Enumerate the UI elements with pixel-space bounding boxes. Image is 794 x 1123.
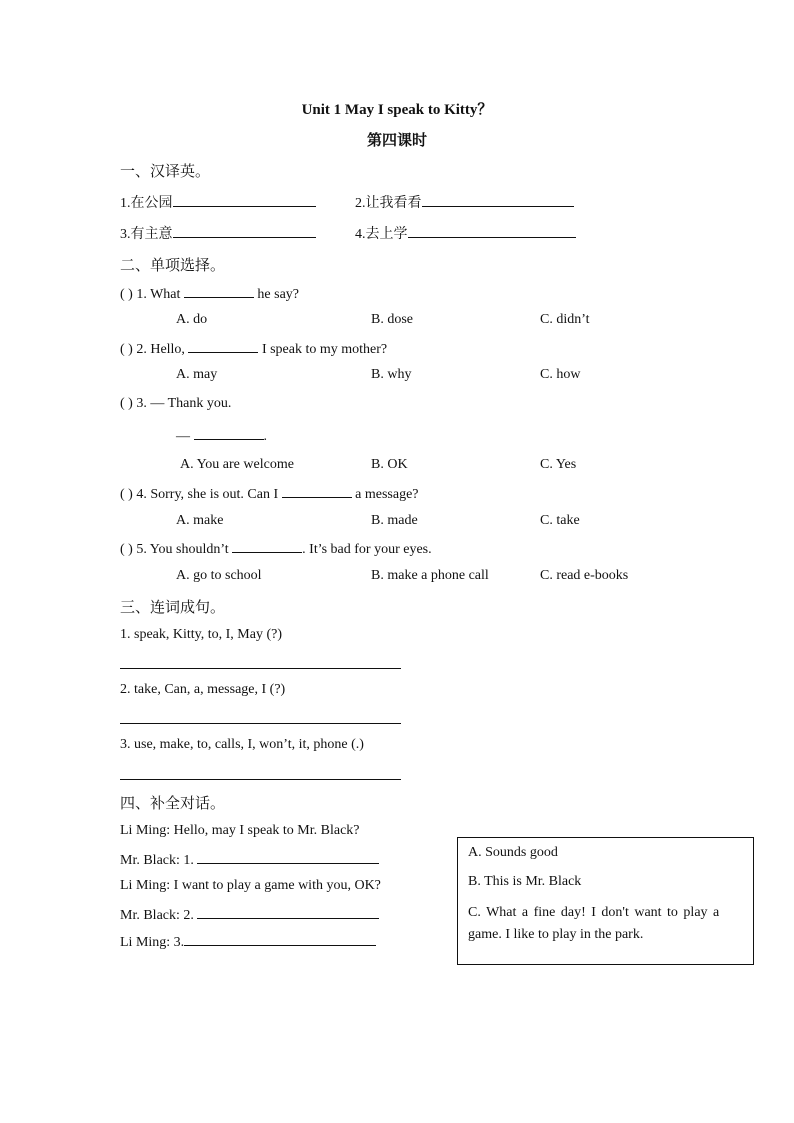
page-title: Unit 1 May I speak to Kitty？ (301, 102, 493, 118)
mc-question-3-reply (176, 427, 267, 445)
section2-heading: 二、单项选择。 (120, 258, 226, 274)
answer-line[interactable] (120, 668, 401, 669)
option-c[interactable]: C. read e-books (540, 568, 629, 583)
section1-heading: 一、汉译英。 (120, 164, 211, 180)
answer-bracket[interactable]: ( ) (120, 396, 133, 411)
answer-blank[interactable] (422, 194, 574, 207)
translation-item-3 (120, 223, 316, 243)
scrambled-sentence-2: 2. take, Can, a, message, I (?) (120, 682, 286, 697)
question-text: I speak to my mother? (261, 342, 388, 357)
answer-line[interactable] (120, 723, 401, 724)
dialogue-line-3: Li Ming: I want to play a game with you, OK? (120, 878, 381, 893)
translation-item-label: 2.让我看看 (355, 196, 422, 211)
option-c[interactable]: C. Yes (540, 457, 577, 472)
section4-heading: 四、补全对话。 (120, 796, 226, 812)
translation-item-label: 3.有主意 (120, 227, 173, 242)
option-a[interactable]: A. do (176, 312, 208, 327)
answer-blank (194, 427, 264, 440)
reply-end: . (263, 429, 267, 444)
question-text: 1. What (136, 287, 181, 302)
answer-blank[interactable] (173, 194, 316, 207)
answer-blank[interactable] (197, 906, 379, 919)
option-b[interactable]: B. make a phone call (371, 568, 489, 583)
answer-blank[interactable] (197, 851, 379, 864)
answer-line[interactable] (120, 779, 401, 780)
answer-bracket[interactable]: ( ) (120, 342, 133, 357)
mc-question-2 (120, 340, 387, 358)
answer-blank (184, 285, 254, 298)
answer-blank (282, 485, 352, 498)
answer-blank[interactable] (408, 225, 576, 238)
option-b[interactable]: B. why (371, 367, 412, 382)
translation-item-4 (355, 223, 576, 243)
dialogue-line-1: Li Ming: Hello, may I speak to Mr. Black? (120, 823, 360, 838)
answer-bracket[interactable]: ( ) (120, 542, 133, 557)
option-c[interactable]: C. how (540, 367, 581, 382)
mc-question-3 (120, 396, 231, 412)
mc-question-1 (120, 285, 299, 303)
answer-bracket[interactable]: ( ) (120, 287, 133, 302)
scrambled-sentence-3: 3. use, make, to, calls, I, won’t, it, phone (.) (120, 737, 364, 752)
option-a[interactable]: A. You are welcome (180, 457, 294, 472)
option-a[interactable]: A. may (176, 367, 218, 382)
dialogue-option-b: B. This is Mr. Black (468, 874, 582, 889)
dialogue-line-2 (120, 851, 379, 869)
answer-blank[interactable] (173, 225, 316, 238)
translation-item-2 (355, 192, 574, 212)
mc-question-4 (120, 485, 419, 503)
dialogue-line-5 (120, 933, 376, 951)
scrambled-sentence-1: 1. speak, Kitty, to, I, May (?) (120, 627, 282, 642)
option-a[interactable]: A. go to school (176, 568, 262, 583)
dialogue-option-a: A. Sounds good (468, 845, 558, 860)
answer-blank (232, 540, 302, 553)
translation-item-label: 1.在公园 (120, 196, 173, 211)
mc-question-5 (120, 540, 432, 558)
dialogue-option-c-continued: game. I like to play in the park. (468, 927, 644, 942)
question-text: 4. Sorry, she is out. Can I (136, 487, 279, 502)
dialogue-option-c: C. What a fine day! I don't want to play a (468, 905, 720, 920)
translation-item-1 (120, 192, 316, 212)
option-b[interactable]: B. made (371, 513, 418, 528)
answer-blank[interactable] (184, 933, 376, 946)
section3-heading: 三、连词成句。 (120, 600, 226, 616)
option-a[interactable]: A. make (176, 513, 224, 528)
answer-bracket[interactable]: ( ) (120, 487, 133, 502)
option-b[interactable]: B. OK (371, 457, 408, 472)
question-text: he say? (257, 287, 299, 302)
answer-blank (188, 340, 258, 353)
dialogue-line-4 (120, 906, 379, 924)
question-text: . It’s bad for your eyes. (302, 542, 432, 557)
dialogue-speaker: Li Ming: 3. (120, 935, 185, 950)
dialogue-speaker: Mr. Black: 2. (120, 908, 194, 923)
option-c[interactable]: C. didn’t (540, 312, 590, 327)
question-text: 3. — Thank you. (136, 396, 232, 411)
reply-dash: — (176, 429, 190, 444)
question-text: a message? (355, 487, 419, 502)
option-c[interactable]: C. take (540, 513, 580, 528)
question-text: 2. Hello, (136, 342, 185, 357)
options-box (457, 837, 754, 965)
dialogue-speaker: Mr. Black: 1. (120, 853, 194, 868)
lesson-subtitle: 第四课时 (366, 133, 427, 149)
option-b[interactable]: B. dose (371, 312, 413, 327)
question-text: 5. You shouldn’t (136, 542, 229, 557)
translation-item-label: 4.去上学 (355, 227, 408, 242)
